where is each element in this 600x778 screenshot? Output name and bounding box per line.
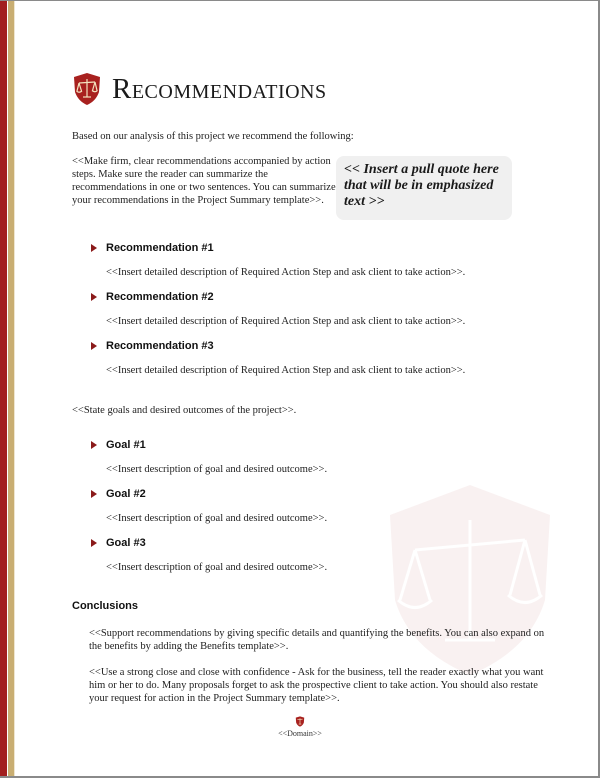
recommendation-label: Recommendation #2: [106, 291, 214, 303]
recommendation-description: <<Insert detailed description of Required Action Step and ask client to take action>>.: [106, 267, 466, 278]
lead-paragraph: <<Make firm, clear recommendations accompanied by action steps. Make sure the reader can summarize the recommendations in one or two sentences. You can summarize your recommendations in the Project Summary template>>.: [72, 156, 336, 206]
triangle-right-icon: [91, 490, 97, 498]
triangle-right-icon: [91, 342, 97, 350]
recommendation-item: [91, 242, 214, 254]
goal-description: <<Insert description of goal and desired outcome>>.: [106, 464, 328, 475]
goal-label: Goal #1: [106, 439, 146, 451]
left-pale-stripe: [14, 1, 15, 776]
goal-label: Goal #3: [106, 537, 146, 549]
goal-description: <<Insert description of goal and desired outcome>>.: [106, 513, 328, 524]
shield-scales-icon: [295, 716, 305, 727]
goal-item: [91, 537, 146, 549]
goal-description: <<Insert description of goal and desired outcome>>.: [106, 562, 328, 573]
triangle-right-icon: [91, 293, 97, 301]
triangle-right-icon: [91, 539, 97, 547]
goals-intro: <<State goals and desired outcomes of the project>>.: [72, 405, 297, 416]
recommendation-description: <<Insert detailed description of Required Action Step and ask client to take action>>.: [106, 316, 466, 327]
page-footer: [0, 716, 600, 738]
pull-quote: << Insert a pull quote here that will be in emphasized text >>: [336, 156, 512, 220]
page-header: [72, 72, 327, 106]
triangle-right-icon: [91, 441, 97, 449]
goal-label: Goal #2: [106, 488, 146, 500]
recommendation-item: [91, 340, 214, 352]
goal-item: [91, 488, 146, 500]
goal-item: [91, 439, 146, 451]
recommendation-label: Recommendation #1: [106, 242, 214, 254]
footer-domain: <<Domain>>: [278, 729, 322, 738]
page-border-top: [0, 0, 600, 1]
conclusions-paragraph: <<Use a strong close and close with confidence - Ask for the business, tell the reader exactly what you want him or her to do. Many proposals forget to ask the prospective client to take action. You should also restate your request for action in the Project Summary template>>.: [89, 667, 544, 704]
intro-text: Based on our analysis of this project we recommend the following:: [72, 131, 354, 142]
page-title: Recommendations: [112, 72, 327, 105]
recommendation-description: <<Insert detailed description of Required Action Step and ask client to take action>>.: [106, 365, 466, 376]
conclusions-heading: Conclusions: [72, 600, 139, 612]
recommendation-item: [91, 291, 214, 303]
triangle-right-icon: [91, 244, 97, 252]
conclusions-paragraph: <<Support recommendations by giving specific details and quantifying the benefits. You can also expand on the benefits by adding the Benefits template>>.: [89, 628, 545, 652]
shield-scales-icon: [72, 72, 102, 106]
left-red-stripe: [0, 1, 7, 776]
recommendation-label: Recommendation #3: [106, 340, 214, 352]
